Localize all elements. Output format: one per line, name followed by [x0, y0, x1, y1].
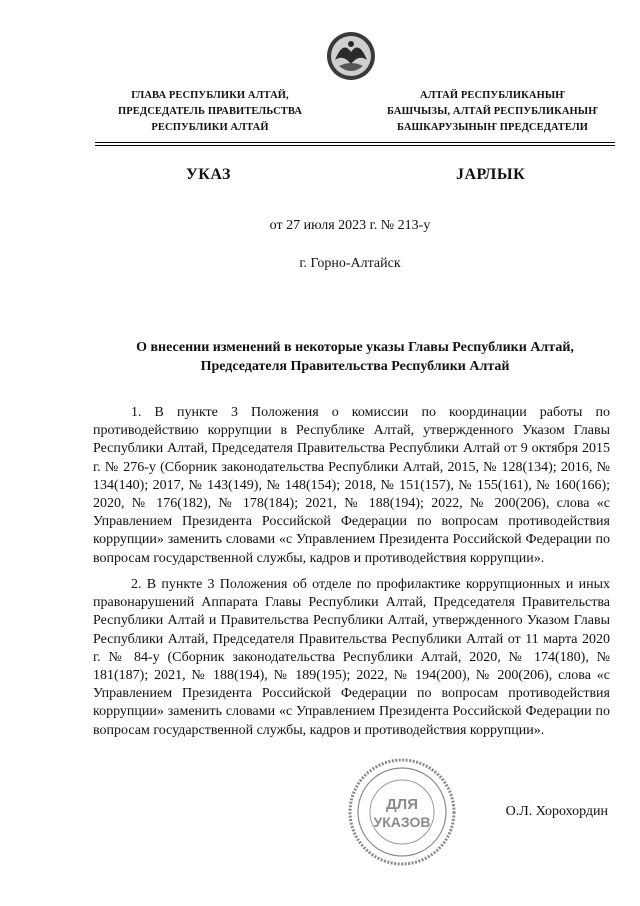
stamp-seal-icon — [347, 757, 457, 867]
document-date-number: от 27 июля 2023 г. № 213-у — [269, 218, 431, 233]
issuer-title-altai: АЛТАЙ РЕСПУБЛИКАНЫҤ БАШЧЫЗЫ, АЛТАЙ РЕСПУБЛИКАНЫҤ БАШКАРУЗЫНЫҤ ПРЕДСЕДАТЕЛИ — [387, 90, 598, 133]
signer-name: О.Л. Хорохордин — [505, 804, 608, 819]
header-divider-bottom — [95, 145, 615, 146]
stamp-line-1: ДЛЯ — [386, 796, 418, 813]
paragraph-1: 1. В пункте 3 Положения о комиссии по координации работы по противодействию коррупции в Республике Алтай, утвержденного Указом Главы Республики Алтай, Председателя Правительства Республики Алтай от 9 октября 2015 г. № 276-у (Сборник законодательства Республики Алтай, 2015, № 128(134); 2016, № 134(140); 2017, № 143(149), № 148(154); 2018, № 151(157), № 155(161), № 160(166); 2020, № 176(182), № 178(184); 2021, № 188(194); 2022, № 200(206), слова «с Управлением Президента Российской Федерации по вопросам противодействия коррупции» заменить словами «с Управлением Президента Российской Федерации по вопросам государственной службы, кадров и противодействия коррупции». — [93, 405, 610, 566]
republic-emblem-icon — [325, 30, 377, 82]
stamp-line-2: УКАЗОВ — [373, 814, 431, 830]
issuer-title-russian: ГЛАВА РЕСПУБЛИКИ АЛТАЙ, ПРЕДСЕДАТЕЛЬ ПРАВИТЕЛЬСТВА РЕСПУБЛИКИ АЛТАЙ — [117, 90, 302, 133]
doc-type-altai: JАРЛЫК — [456, 166, 526, 183]
paragraph-2: 2. В пункте 3 Положения об отделе по профилактике коррупционных и иных правонарушений Аппарата Главы Республики Алтай, Председателя Правительства Республики Алтай и Правительства Республики Алтай, утвержденного Указом Главы Республики Алтай, Председателя Правительства Республики Алтай от 11 марта 2020 г. № 84-у (Сборник законодательства Республики Алтай, 2020, № 174(180), № 181(187); 2021, № 188(194), № 189(195); 2022, № 194(200), № 200(206), слова «с Управлением Президента Российской Федерации по вопросам противодействия коррупции» заменить словами «с Управлением Президента Российской Федерации по вопросам государственной службы, кадров и противодействия коррупции». — [93, 577, 610, 738]
header-divider-top — [95, 142, 615, 143]
doc-type-russian: УКАЗ — [186, 166, 231, 183]
document-title: О внесении изменений в некоторые указы Главы Республики Алтай, Председателя Правительства Республики Алтай — [136, 340, 574, 374]
document-city: г. Горно-Алтайск — [299, 256, 401, 271]
